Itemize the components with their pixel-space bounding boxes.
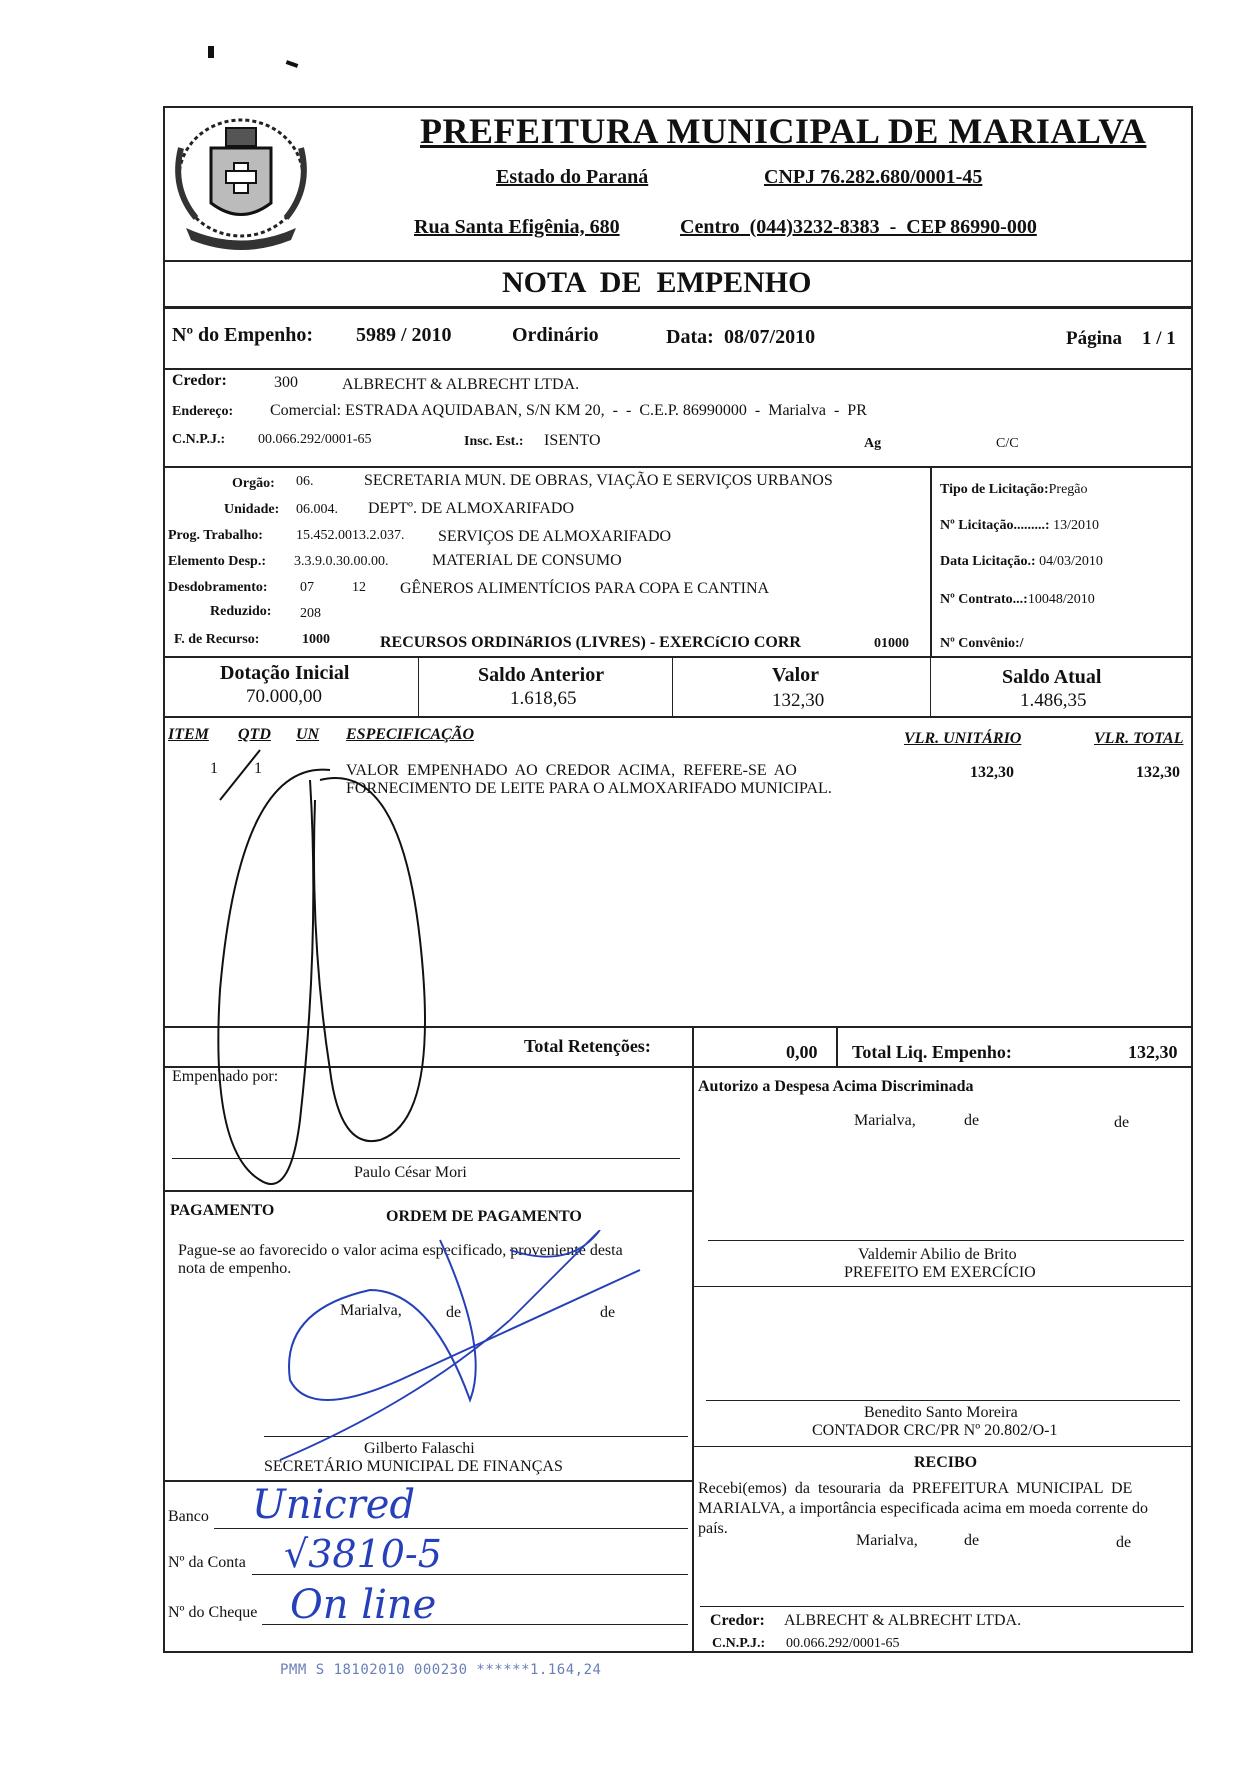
retencoes-value: 0,00 — [786, 1042, 818, 1062]
banco-label: Banco — [168, 1508, 209, 1525]
col-item: ITEM — [168, 726, 209, 743]
scan-mark — [286, 60, 299, 68]
empenhado-label: Empenhado por: — [172, 1068, 279, 1085]
item-spec-line1: VALOR EMPENHADO AO CREDOR ACIMA, REFERE-SE AO — [346, 762, 797, 779]
authentication-stamp: PMM S 18102010 000230 ******1.164,24 — [280, 1662, 602, 1678]
dotacao-value: 70.000,00 — [246, 686, 322, 707]
endereco-label: Endereço: — [172, 404, 234, 419]
item-total-value: 132,30 — [1136, 764, 1180, 781]
recibo-city: Marialva, — [856, 1532, 918, 1549]
saldo-atual-value: 1.486,35 — [1020, 690, 1087, 711]
cc-label: C/C — [996, 436, 1019, 451]
tipo-licitacao-label: Tipo de Licitação:Pregão — [940, 482, 1088, 497]
orgao-code: 06. — [296, 474, 314, 489]
date-label: Data: — [666, 326, 714, 348]
financas-role: SECRETÁRIO MUNICIPAL DE FINANÇAS — [264, 1458, 563, 1475]
recibo-text-line1: Recebi(emos) da tesouraria da PREFEITURA MUNICIPAL DE — [698, 1480, 1133, 1497]
elemento-value: MATERIAL DE CONSUMO — [432, 552, 622, 569]
insc-label: Insc. Est.: — [464, 434, 524, 449]
pagamento-city: Marialva, — [340, 1302, 402, 1319]
col-total-value: VLR. TOTAL — [1094, 730, 1184, 747]
prefeitura-title: PREFEITURA MUNICIPAL DE MARIALVA — [420, 111, 1147, 151]
saldo-anterior-value: 1.618,65 — [510, 688, 577, 709]
prog-value: SERVIÇOS DE ALMOXARIFADO — [438, 528, 672, 545]
scan-mark — [208, 46, 214, 58]
recibo-credor-label: Credor: — [710, 1612, 765, 1629]
conta-handwritten: √3810-5 — [284, 1532, 442, 1576]
pagamento-text-line1: Pague-se ao favorecido o valor acima especificado, proveniente desta — [178, 1242, 623, 1259]
signature-mark-black — [200, 740, 460, 1200]
empenhado-signer: Paulo César Mori — [354, 1164, 467, 1181]
num-licitacao-label: Nº Licitação.........: 13/2010 — [940, 518, 1099, 533]
prefeito-role: PREFEITO EM EXERCÍCIO — [844, 1264, 1036, 1281]
contador-signer: Benedito Santo Moreira — [864, 1404, 1018, 1421]
pagamento-de1: de — [446, 1304, 462, 1321]
col-unit-value: VLR. UNITÁRIO — [904, 730, 1022, 747]
valor-value: 132,30 — [772, 690, 825, 711]
recibo-de2: de — [1116, 1534, 1132, 1551]
dotacao-label: Dotação Inicial — [220, 662, 350, 684]
pagamento-label: PAGAMENTO — [170, 1202, 275, 1219]
recibo-cnpj-value: 00.066.292/0001-65 — [786, 1636, 900, 1651]
page-number: 1 / 1 — [1142, 328, 1176, 349]
elemento-code: 3.3.9.0.30.00.00. — [294, 554, 389, 569]
recurso-label: F. de Recurso: — [174, 632, 260, 647]
desdobramento-code-b: 12 — [352, 580, 366, 595]
prefeito-signer: Valdemir Abilio de Brito — [858, 1246, 1017, 1263]
pagamento-text-line2: nota de empenho. — [178, 1260, 292, 1277]
contrato-label: Nº Contrato...:10048/2010 — [940, 592, 1095, 607]
state-label: Estado do Paraná — [496, 166, 649, 188]
signature-mark-blue — [260, 1230, 660, 1470]
recurso-value: RECURSOS ORDINáRIOS (LIVRES) - EXERCíCIO CORR — [380, 634, 801, 651]
item-number: 1 — [210, 760, 218, 777]
autorizo-city: Marialva, — [854, 1112, 916, 1129]
valor-label: Valor — [772, 664, 820, 686]
item-spec-line2: FORNECIMENTO DE LEITE PARA O ALMOXARIFADO MUNICIPAL. — [346, 780, 832, 797]
prog-code: 15.452.0013.2.037. — [296, 528, 405, 543]
col-qtd: QTD — [238, 726, 271, 743]
empenho-number: 5989 / 2010 — [356, 324, 452, 346]
recibo-text-line3: país. — [698, 1520, 728, 1537]
prog-label: Prog. Trabalho: — [168, 528, 263, 543]
credor-label: Credor: — [172, 372, 227, 389]
recibo-de1: de — [964, 1532, 980, 1549]
ordem-pagamento-label: ORDEM DE PAGAMENTO — [386, 1208, 582, 1225]
convenio-label: Nº Convênio:/ — [940, 636, 1024, 651]
orgao-label: Orgão: — [232, 476, 275, 491]
banco-handwritten: Unicred — [252, 1482, 416, 1528]
address-label: Rua Santa Efigênia, 680 — [414, 216, 620, 238]
desdobramento-label: Desdobramento: — [168, 580, 268, 595]
desdobramento-code-a: 07 — [300, 580, 314, 595]
saldo-anterior-label: Saldo Anterior — [478, 664, 605, 686]
empenho-date: 08/07/2010 — [724, 326, 816, 348]
autorizo-de1: de — [964, 1112, 980, 1129]
data-licitacao-label: Data Licitação.: 04/03/2010 — [940, 554, 1103, 569]
insc-value: ISENTO — [544, 432, 601, 449]
recibo-text-line2: MARIALVA, a importância especificada acima em moeda corrente do — [698, 1500, 1149, 1517]
coat-of-arms-logo — [166, 108, 316, 256]
cnpj-label: CNPJ 76.282.680/0001-45 — [764, 166, 983, 188]
liquido-label: Total Liq. Empenho: — [852, 1042, 1012, 1062]
cnpj-credor-label: C.N.P.J.: — [172, 432, 226, 447]
desdobramento-value: GÊNEROS ALIMENTÍCIOS PARA COPA E CANTINA — [400, 580, 770, 597]
cheque-handwritten: On line — [290, 1582, 437, 1628]
recurso-code: 1000 — [302, 632, 330, 647]
autorizo-label: Autorizo a Despesa Acima Discriminada — [698, 1078, 974, 1095]
contador-role: CONTADOR CRC/PR Nº 20.802/O-1 — [812, 1422, 1058, 1439]
unidade-code: 06.004. — [296, 502, 338, 517]
orgao-value: SECRETARIA MUN. DE OBRAS, VIAÇÃO E SERVIÇOS URBANOS — [364, 472, 833, 489]
unidade-label: Unidade: — [224, 502, 280, 517]
recibo-cnpj-label: C.N.P.J.: — [712, 1636, 766, 1651]
document-title: NOTA DE EMPENHO — [502, 266, 812, 299]
credor-name: ALBRECHT & ALBRECHT LTDA. — [342, 376, 580, 393]
reduzido-label: Reduzido: — [210, 604, 272, 619]
cnpj-credor-value: 00.066.292/0001-65 — [258, 432, 372, 447]
liquido-value: 132,30 — [1128, 1042, 1178, 1062]
saldo-atual-label: Saldo Atual — [1002, 666, 1102, 688]
financas-signer: Gilberto Falaschi — [364, 1440, 475, 1457]
retencoes-label: Total Retenções: — [524, 1036, 651, 1056]
pagamento-de2: de — [600, 1304, 616, 1321]
recibo-label: RECIBO — [914, 1454, 978, 1471]
page-label: Página — [1066, 328, 1122, 349]
recibo-credor-value: ALBRECHT & ALBRECHT LTDA. — [784, 1612, 1022, 1629]
col-un: UN — [296, 726, 320, 743]
address-contact-label: Centro (044)3232-8383 - CEP 86990-000 — [680, 216, 1037, 238]
endereco-value: Comercial: ESTRADA AQUIDABAN, S/N KM 20, - - C.E.P. 86990000 - Marialva - PR — [270, 402, 867, 419]
unidade-value: DEPTº. DE ALMOXARIFADO — [368, 500, 574, 517]
recurso-code2: 01000 — [874, 636, 909, 651]
empenho-type: Ordinário — [512, 324, 599, 346]
conta-label: Nº da Conta — [168, 1554, 246, 1571]
ag-label: Ag — [864, 436, 882, 451]
cheque-label: Nº do Cheque — [168, 1604, 258, 1621]
elemento-label: Elemento Desp.: — [168, 554, 266, 569]
credor-code: 300 — [274, 374, 298, 391]
autorizo-de2: de — [1114, 1114, 1130, 1131]
item-unit-value: 132,30 — [970, 764, 1014, 781]
reduzido-value: 208 — [300, 606, 321, 621]
empenho-number-label: Nº do Empenho: — [172, 324, 314, 346]
col-spec: ESPECIFICAÇÃO — [346, 726, 475, 743]
item-qtd: 1 — [254, 760, 262, 777]
